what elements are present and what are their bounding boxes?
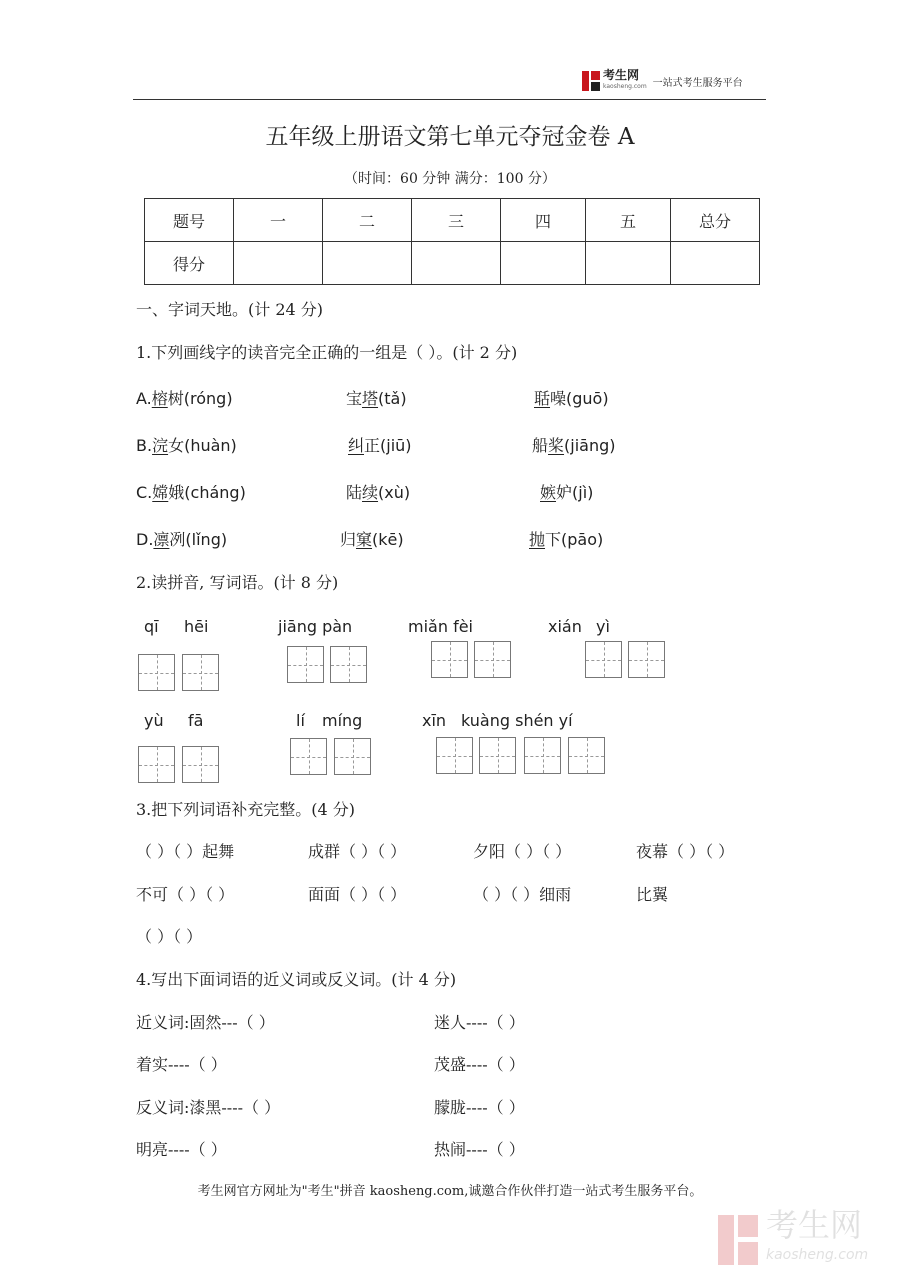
pinyin-label: qī [144,617,159,636]
q3-item: 夕阳（ ）（ ） [473,842,572,861]
q1-option-b-word2: 纠正(jiū) [348,436,412,455]
writing-grid-cell[interactable] [287,646,324,683]
watermark-logo-icon [718,1215,758,1265]
q3-item: （ ）（ ）起舞 [136,842,235,861]
header-rule [133,99,766,100]
score-table-score-row [145,242,760,285]
score-cell[interactable] [501,242,586,285]
watermark [718,1206,869,1270]
section-heading: 一、字词天地。(计 24 分) [136,300,324,319]
pinyin-label: xīn [422,711,447,730]
score-header-cell: 一 [234,199,323,242]
pinyin-label: fā [188,711,204,730]
q3-stem: 3.把下列词语补充完整。(4 分) [136,800,356,819]
writing-grid-cell[interactable] [431,641,468,678]
q3-item: 夜幕（ ）（ ） [636,842,735,861]
header-logo [582,70,743,92]
writing-grid-cell[interactable] [436,737,473,774]
pinyin-label: xián [548,617,582,636]
writing-grid-cell[interactable] [330,646,367,683]
writing-grid-cell[interactable] [524,737,561,774]
q3-item: 成群（ ）（ ） [308,842,407,861]
pinyin-label: míng [322,711,363,730]
logo-icon [582,71,600,91]
score-cell[interactable] [671,242,760,285]
q1-stem: 1.下列画线字的读音完全正确的一组是（ ）。(计 2 分) [136,343,518,362]
q3-item: （ ）（ ）细雨 [473,885,572,904]
pinyin-label: hēi [184,617,209,636]
score-cell[interactable] [323,242,412,285]
q1-option-d-word3: 抛下(pāo) [529,530,604,549]
q4-item: 近义词:固然---（ ） [136,1013,275,1032]
q3-item: 面面（ ）（ ） [308,885,407,904]
q1-option-b-word3: 船桨(jiāng) [532,436,616,455]
q4-item: 明亮----（ ） [136,1140,227,1159]
logo-slogan: 一站式考生服务平台 [652,77,743,89]
q3-item: （ ）（ ） [136,927,203,946]
q1-option-c-word3: 嫉妒(jì) [540,483,594,502]
q4-item: 迷人----（ ） [434,1013,525,1032]
writing-grid-cell[interactable] [474,641,511,678]
writing-grid-cell[interactable] [290,738,327,775]
writing-grid-cell[interactable] [628,641,665,678]
score-header-cell: 题号 [145,199,234,242]
q1-option-d-word2: 归窠(kē) [340,530,404,549]
q1-option-a-word2: 宝塔(tǎ) [346,389,407,408]
score-table-header-row [145,199,760,242]
q2-stem: 2.读拼音, 写词语。(计 8 分) [136,573,339,592]
q1-option-c-word2: 陆续(xù) [346,483,411,502]
pinyin-label: yì [596,617,610,636]
pinyin-label: jiāng pàn [278,617,353,636]
score-cell[interactable] [234,242,323,285]
pinyin-label: miǎn fèi [408,617,473,636]
score-cell[interactable] [412,242,501,285]
page-footer: 考生网官方网址为"考生"拼音 kaosheng.com,诚邀合作伙伴打造一站式考生服务平台。 [197,1184,703,1199]
writing-grid-cell[interactable] [182,654,219,691]
q1-option-c: C.嫦娥(cháng) [136,483,246,502]
q4-item: 反义词:漆黑----（ ） [136,1098,281,1117]
q3-item: 不可（ ）（ ） [136,885,235,904]
q1-option-a-word3: 聒噪(guō) [534,389,609,408]
writing-grid-cell[interactable] [585,641,622,678]
writing-grid-cell[interactable] [182,746,219,783]
pinyin-label: lí [296,711,305,730]
q1-option-a: A.榕树(róng) [136,389,233,408]
score-row-label: 得分 [145,242,234,285]
score-cell[interactable] [586,242,671,285]
score-header-cell: 五 [586,199,671,242]
q4-item: 热闹----（ ） [434,1140,525,1159]
pinyin-label: kuàng shén yí [461,711,573,730]
score-header-cell: 三 [412,199,501,242]
pinyin-label: yù [144,711,164,730]
q1-option-b: B.浣女(huàn) [136,436,237,455]
watermark-text: 考生网 kaosheng.com [766,1206,869,1263]
score-header-cell: 四 [501,199,586,242]
writing-grid-cell[interactable] [334,738,371,775]
page-title: 五年级上册语文第七单元夺冠金卷 A [265,124,635,150]
score-header-cell: 总分 [671,199,760,242]
writing-grid-cell[interactable] [138,746,175,783]
q4-stem: 4.写出下面词语的近义词或反义词。(计 4 分) [136,970,457,989]
writing-grid-cell[interactable] [138,654,175,691]
writing-grid-cell[interactable] [479,737,516,774]
q1-option-d: D.凛冽(lǐng) [136,530,228,549]
writing-grid-cell[interactable] [568,737,605,774]
q4-item: 茂盛----（ ） [434,1055,525,1074]
q4-item: 着实----（ ） [136,1055,227,1074]
q4-item: 朦胧----（ ） [434,1098,525,1117]
logo-text: 考生网 kaosheng.com [603,68,647,90]
score-header-cell: 二 [323,199,412,242]
score-table [144,198,760,285]
q3-item: 比翼 [636,885,669,904]
exam-info: （时间：60 分钟 满分：100 分） [344,171,556,187]
